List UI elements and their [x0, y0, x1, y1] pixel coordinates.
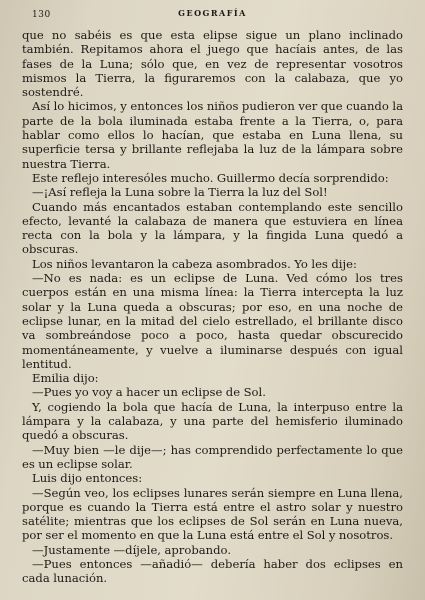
paragraph: Así lo hicimos, y entonces los niños pudieron ver que cuando la parte de la bola iluminada estaba frente a la Tierra, o, para hablar como ellos lo hacían, que estaba en Luna llena, su superficie tersa y brillante reflejaba la luz de la lámpara sobre nuestra Tierra. [22, 99, 403, 171]
running-title: GEOGRAFÍA [178, 8, 247, 18]
dialogue-line: —Justamente —díjele, aprobando. [32, 542, 232, 557]
paragraph: Y, cogiendo la bola que hacía de Luna, la interpuso entre la lámpara y la calabaza, y una parte del hemisferio iluminado quedó a obscuras. [22, 399, 403, 443]
body-text [22, 28, 403, 586]
dialogue-line: —Según veo, los eclipses lunares serán siempre en Luna llena, porque es cuando la Tierra está entre el astro solar y nuestro satélite; mientras que los eclipses de Sol serán en Luna nueva, por ser el momento en que la Luna está entre el Sol y nosotros. [22, 485, 403, 543]
page-number: 130 [32, 10, 51, 20]
paragraph: Luis dijo entonces: [32, 471, 143, 486]
dialogue-line: —Muy bien —le dije—; has comprendido perfectamente lo que es un eclipse solar. [22, 442, 403, 471]
paragraph: Este reflejo interesóles mucho. Guillermo decía sorprendido: [32, 170, 389, 185]
paragraph: Emilia dijo: [32, 371, 99, 386]
page-header [22, 4, 403, 20]
dialogue-line: —Pues yo voy a hacer un eclipse de Sol. [32, 385, 266, 400]
paragraph: Los niños levantaron la cabeza asombrados. Yo les dije: [32, 256, 357, 271]
paragraph: que no sabéis es que esta elipse sigue un plano inclinado también. Repitamos ahora el juego que hacíais antes, de las fases de la Luna; sólo que, en vez de representar vosotros mismos la Tierra, la figuraremos con la calabaza, que yo sostendré. [22, 28, 403, 100]
dialogue-line: —Pues entonces —añadió— debería haber dos eclipses en cada lunación. [22, 556, 403, 586]
dialogue-line: —¡Así refleja la Luna sobre la Tierra la luz del Sol! [32, 185, 328, 200]
dialogue-line: —No es nada: es un eclipse de Luna. Ved cómo los tres cuerpos están en una misma línea: la Tierra intercepta la luz solar y la Luna queda a obscuras; por eso, en una noche de eclipse lunar, en la mitad del cielo estrellado, el brillante disco va sombreándose poco a poco, hasta quedar obscurecido momentáneamente, y vuelve a iluminarse después con igual lentitud. [22, 271, 403, 371]
paragraph: Cuando más encantados estaban contemplando este sencillo efecto, levanté la calabaza de manera que estuviera en línea recta con la bola y la lámpara, y la fingida Luna quedó a obscuras. [22, 199, 403, 257]
